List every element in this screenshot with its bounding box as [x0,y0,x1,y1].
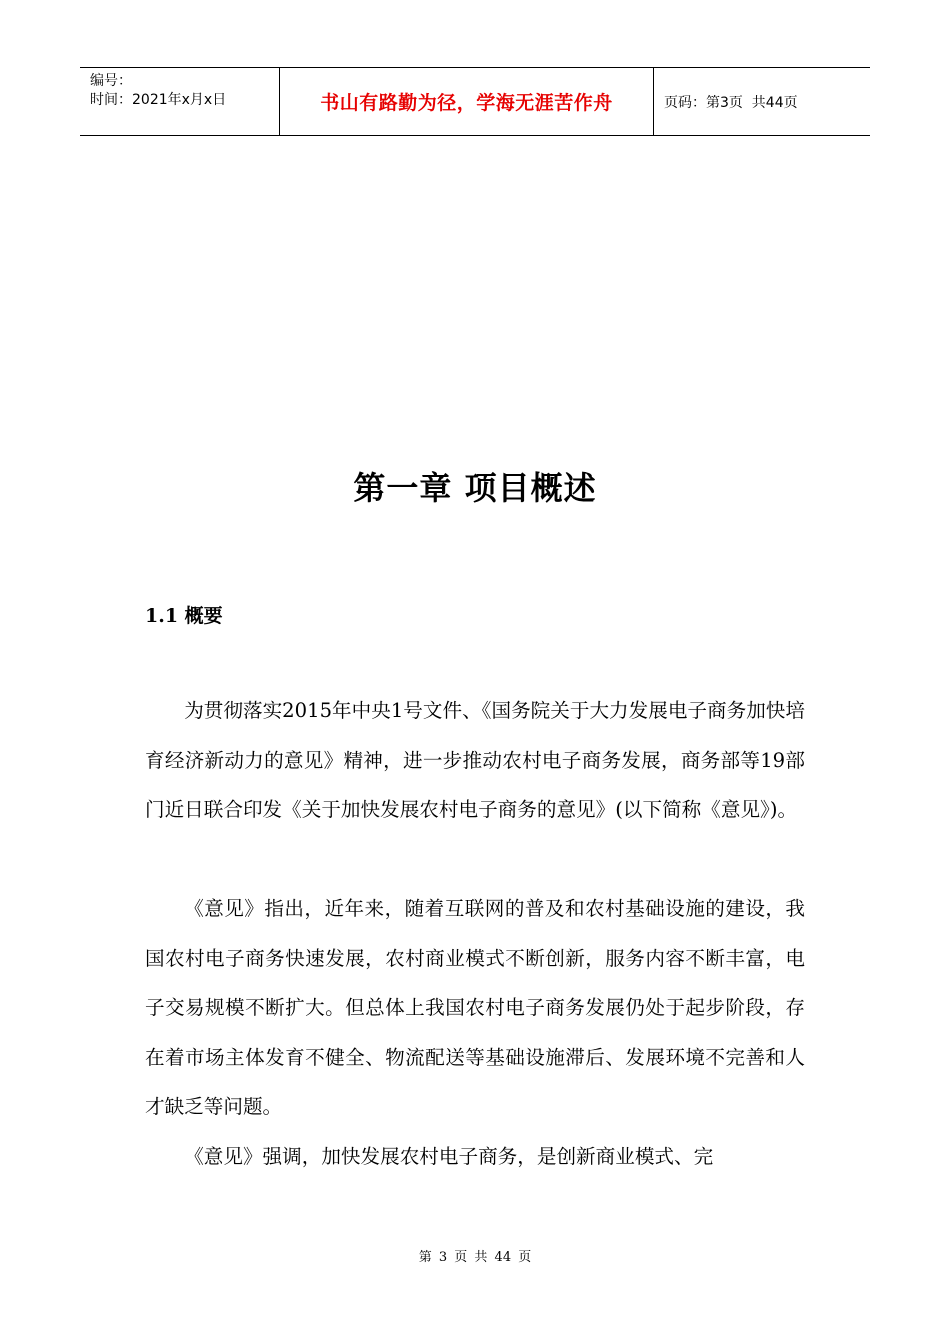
section-title: 1.1 概要 [145,605,223,627]
page-footer: 第 3 页 共 44 页 [418,1250,532,1265]
body-paragraph: 《意见》指出，近年来，随着互联网的普及和农村基础设施的建设，我国农村电子商务快速发展，农村商业模式不断创新，服务内容不断丰富，电子交易规模不断扩大。但总体上我国农村电子商务发展仍处于起步阶段，存在着市场主体发育不健全、物流配送等基础设施滞后、发展环境不完善和人才缺乏等问题。 [145,897,805,1118]
header-info-cell [80,68,280,135]
page-header [80,67,870,136]
document-number-label: 编号： [90,73,132,89]
body-paragraph: 为贯彻落实2015年中央1号文件、《国务院关于大力发展电子商务加快培育经济新动力的意见》精神，进一步推动农村电子商务发展，商务部等19部门近日联合印发《关于加快发展农村电子商务的意见》(以下简称《意见》)。 [145,699,805,821]
document-date-label: 时间：2021年x月x日 [90,92,227,108]
chapter-title: 第一章 项目概述 [353,469,597,507]
header-motto-cell [280,68,654,135]
header-motto: 书山有路勤为径，学海无涯苦作舟 [320,92,613,114]
body-paragraph: 《意见》强调，加快发展农村电子商务，是创新商业模式、完 [184,1145,714,1168]
header-page-number: 页码：第3页 共44页 [664,94,798,111]
header-page-cell [654,68,870,135]
